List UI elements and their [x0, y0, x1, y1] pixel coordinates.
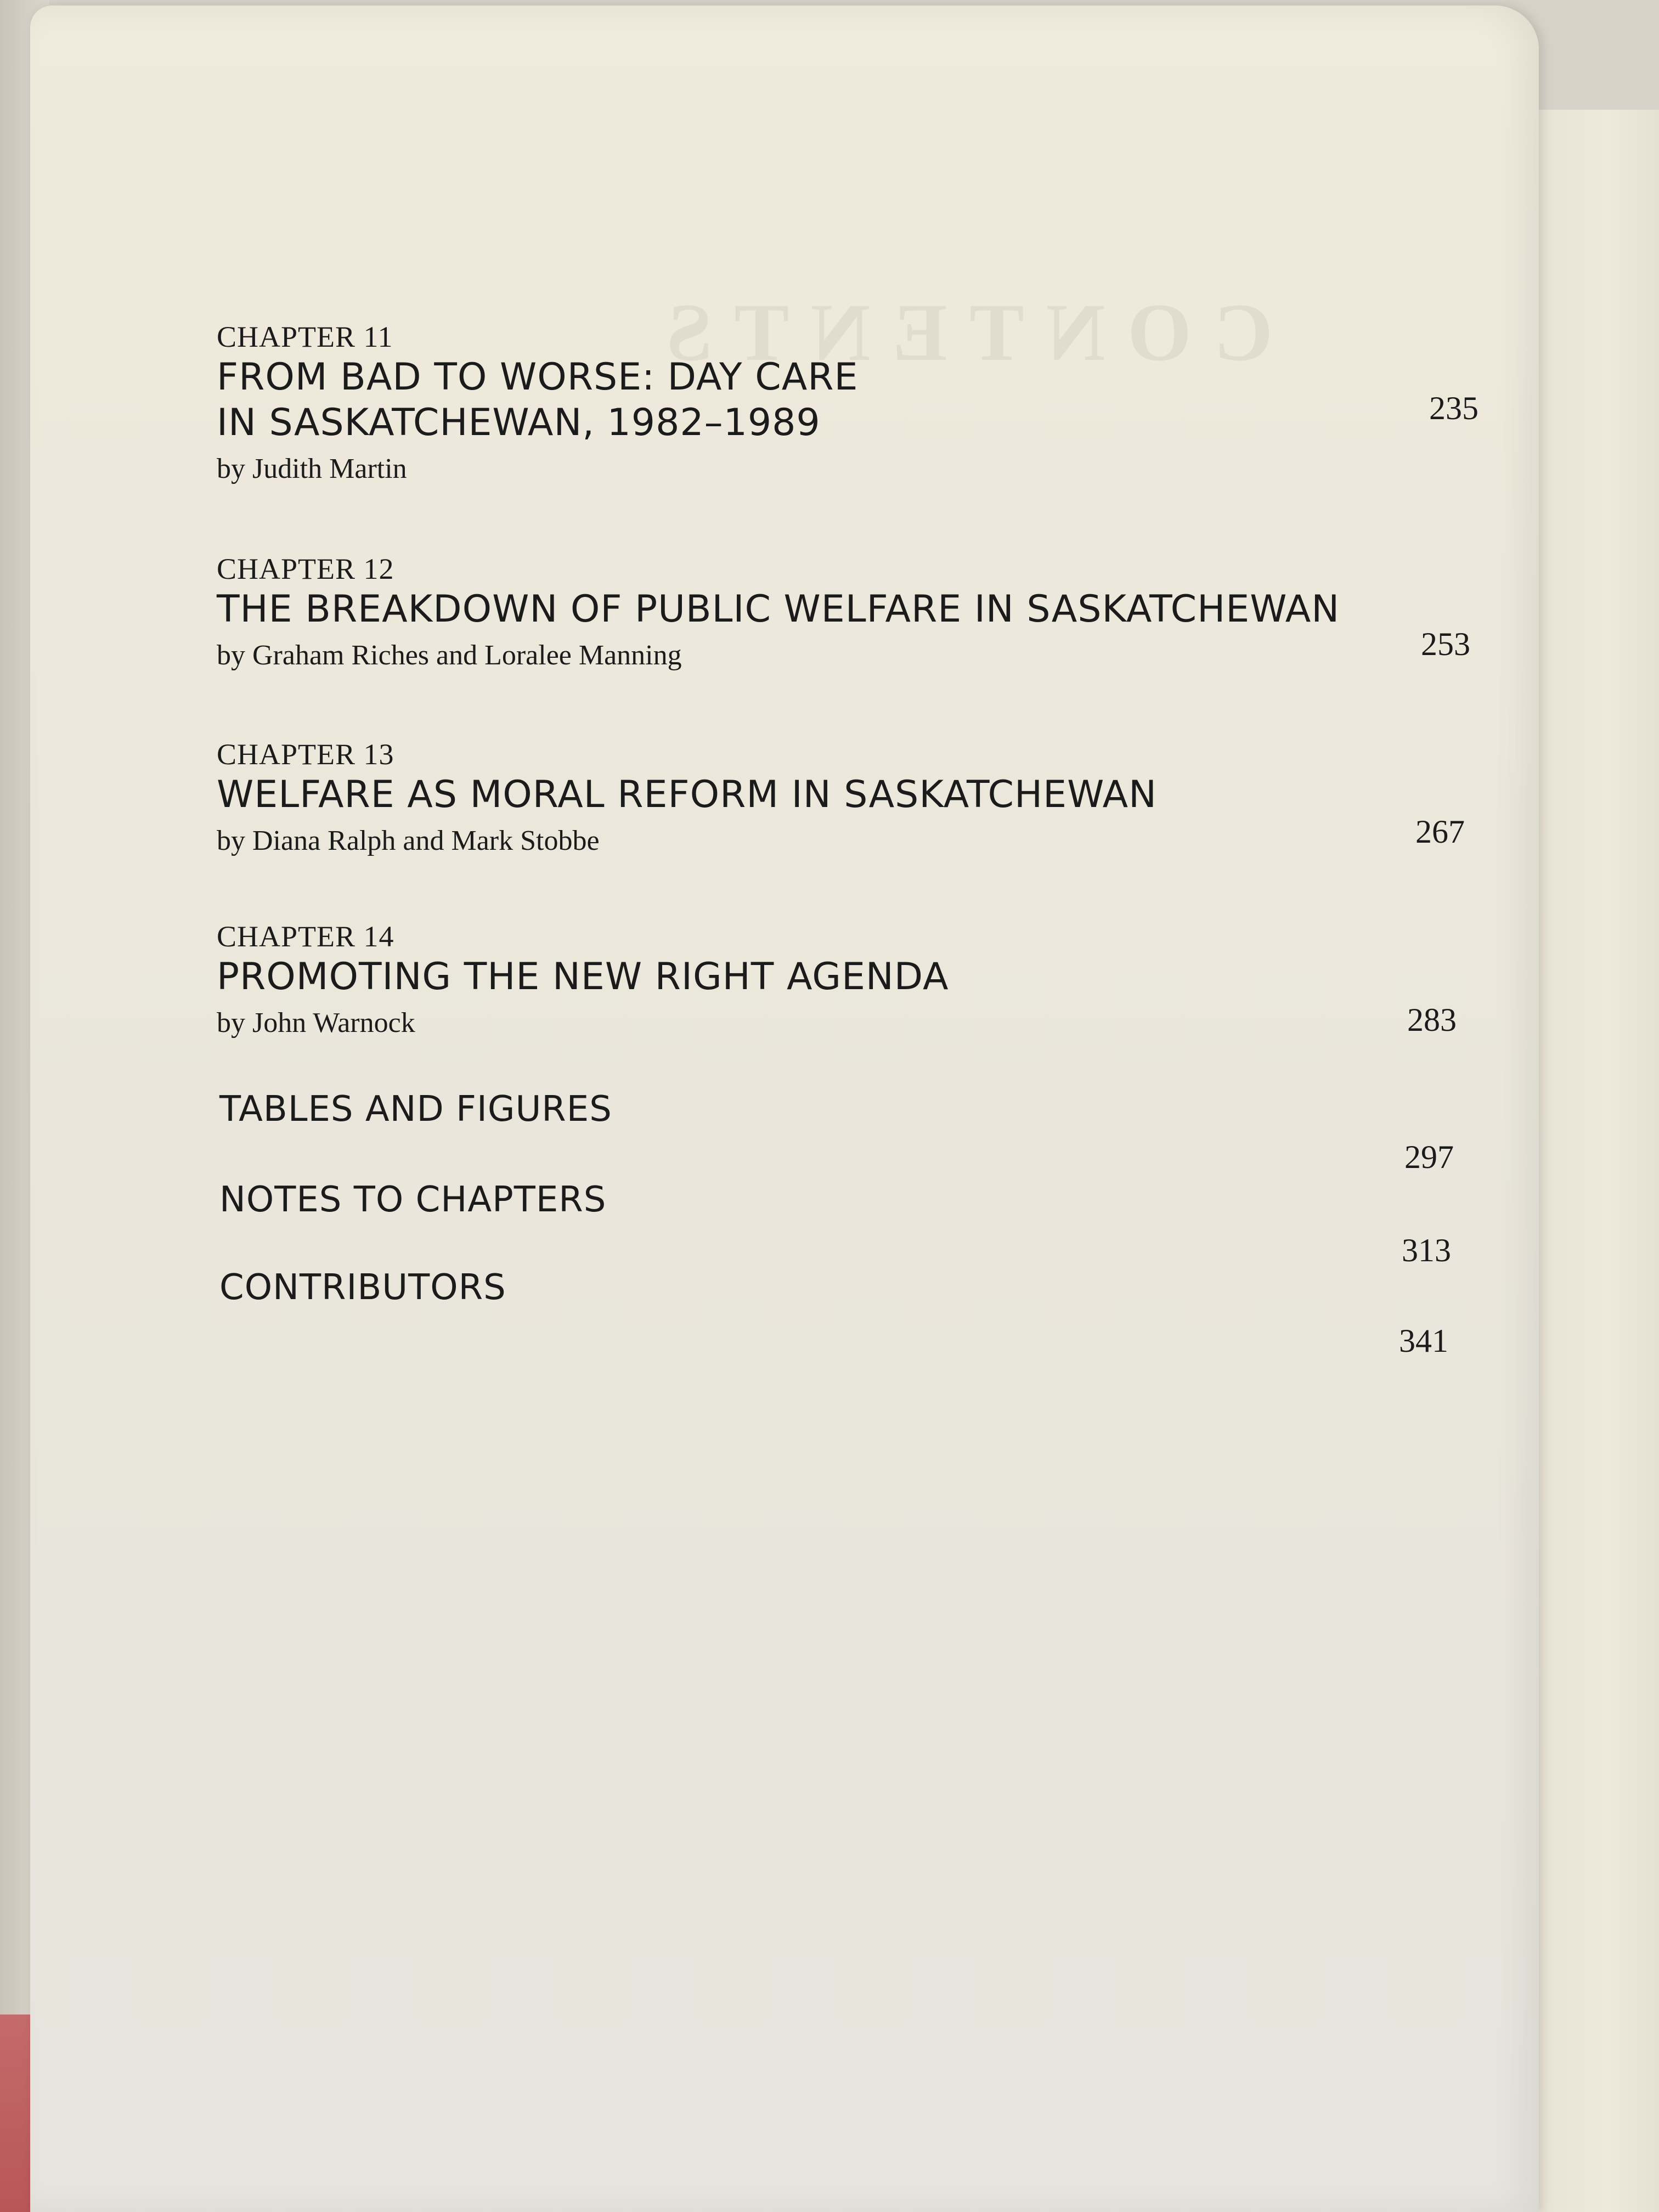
chapter-author: by Diana Ralph and Mark Stobbe — [217, 825, 600, 856]
page-number: 313 — [1402, 1232, 1451, 1268]
bleed-through-heading: CONTENTS — [645, 287, 1273, 378]
chapter-title: FROM BAD TO WORSE: DAY CARE — [217, 355, 859, 399]
toc-section-notes-to-chapters: NOTES TO CHAPTERS — [219, 1180, 607, 1220]
toc-entry-chapter-13 — [217, 737, 1157, 859]
page-number: 267 — [1415, 814, 1465, 850]
page-number: 283 — [1407, 1002, 1457, 1038]
chapter-author: by John Warnock — [217, 1007, 415, 1039]
page-number: 235 — [1429, 390, 1479, 426]
chapter-title: WELFARE AS MORAL REFORM IN SASKATCHEWAN — [217, 772, 1157, 816]
chapter-label: CHAPTER 13 — [217, 738, 394, 771]
page-number: 297 — [1404, 1139, 1454, 1175]
chapter-label: CHAPTER 11 — [217, 320, 393, 353]
toc-entry-chapter-14 — [217, 919, 949, 1041]
page-number: 341 — [1399, 1323, 1448, 1359]
toc-entry-chapter-11 — [217, 319, 858, 487]
chapter-title: PROMOTING THE NEW RIGHT AGENDA — [217, 955, 949, 998]
chapter-title: THE BREAKDOWN OF PUBLIC WELFARE IN SASKATCHEWAN — [217, 587, 1340, 631]
chapter-title-continued: IN SASKATCHEWAN, 1982–1989 — [217, 400, 821, 444]
adjacent-page — [1531, 110, 1659, 2212]
chapter-label: CHAPTER 14 — [217, 920, 394, 953]
toc-section-contributors: CONTRIBUTORS — [219, 1267, 506, 1308]
chapter-author: by Graham Riches and Loralee Manning — [217, 639, 682, 671]
toc-entry-chapter-12 — [217, 551, 1340, 674]
toc-section-tables-and-figures: TABLES AND FIGURES — [219, 1089, 612, 1130]
chapter-label: CHAPTER 12 — [217, 552, 394, 585]
page-number: 253 — [1421, 626, 1470, 662]
chapter-author: by Judith Martin — [217, 453, 407, 484]
